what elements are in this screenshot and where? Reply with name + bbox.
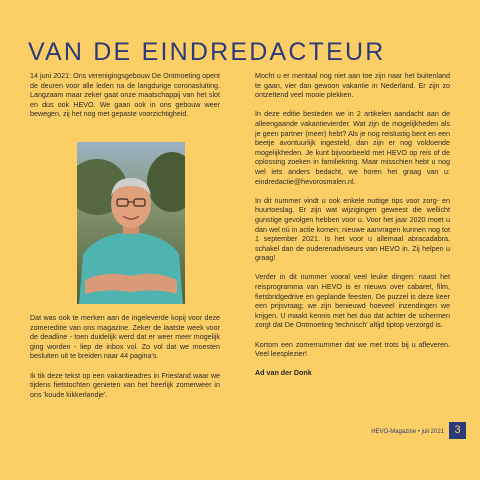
footer-magazine: HEVO-Magazine • juli 2021 [371, 429, 444, 435]
paragraph-kortom: Kortom een zomernummer dat we met trots bij u afleveren. Veel leesplezier! [255, 340, 450, 359]
page-title: VAN DE EINDREDACTEUR [28, 38, 386, 66]
paragraph-alleengaande: In deze editie besteden we in 2 artikelen aandacht aan de alleengaande vakantievierder. Wat zijn de mogelijkheden als je geen partner (meer) hebt? Als je nog reislustig bent en een beetje avontuurlijk ingesteld, dan zijn er nog voldoende mogelijkheden. Je kunt bijvoorbeeld met HEVO op reis of de oplossing zoeken in familiekring. Maar misschien hebt u nog wel iets anders bedacht, we horen het graag van u: eindredactie@hevorosmalen.nl. [255, 110, 450, 186]
left-column-bottom [30, 314, 220, 410]
portrait-photo-icon [77, 142, 185, 304]
intro-paragraph: 14 juni 2021: Ons verenigingsgebouw De Ontmoeting opent de deuren voor alle leden na de langdurige coronasluiting. Langzaam maar zeker gaat onze maatschappij van het slot en dus ook HEVO. We gaan ook in ons gebouw weer bewegen, zij het nog met gepaste voorzichtigheid. [30, 72, 220, 119]
right-column [255, 72, 450, 389]
editor-photo [77, 142, 185, 304]
paragraph-friesland: Ik tik deze tekst op een vakantieadres in Friesland waar we tijdens fietstochten genieten van het heerlijk zomerweer in ons 'koude kikkerlandje'. [30, 371, 220, 399]
page-number-badge: 3 [449, 422, 466, 439]
signature: Ad van der Donk [255, 369, 312, 378]
paragraph-vakantie: Mocht u er mentaal nog niet aan toe zijn naar het buitenland te gaan, vier dan gewoon vakantie in Nederland. Er zijn zo ontzettend veel mooie plekken. [255, 72, 450, 100]
paragraph-verder: Verder in dit nummer vooral veel leuke dingen: naast het reisprogramma van HEVO is er nieuws over cabaret, film, fietsbridgedrive en geplande feesten. De puzzel is deze keer een prijsvraag; we zijn benieuwd hoeveel inzendingen we krijgen. U maakt kennis met het duo dat achter de schermen zorgt dat De Ontmoeting 'technisch' altijd tiptop verzorgd is. [255, 273, 450, 330]
paragraph-kopij: Dat was ook te merken aan de ingeleverde kopij voor deze zomereditie van ons magazine. Zeker de laatste week voor de deadline - toen duidelijk werd dat er weer meer mogelijk ging worden - liep de inbox vol. Zo vol dat we moesten besluiten uit te breiden naar 44 pagina's. [30, 314, 220, 361]
left-column-top [30, 72, 220, 130]
paragraph-toeslag: In dit nummer vindt u ook enkele nuttige tips voor zorg- en huurtoeslag. Er zijn wat wijzigingen geweest die wellicht gunstige gevolgen hebben voor u. Voor het jaar 2020 moet u dan wel nú in actie komen; nieuwe aanvragen kunnen nog tot 1 september 2021. Is het voor u allemaal abracadabra, schakel dan de ouderenadviseurs van HEVO in. Zij helpen u graag! [255, 196, 450, 263]
